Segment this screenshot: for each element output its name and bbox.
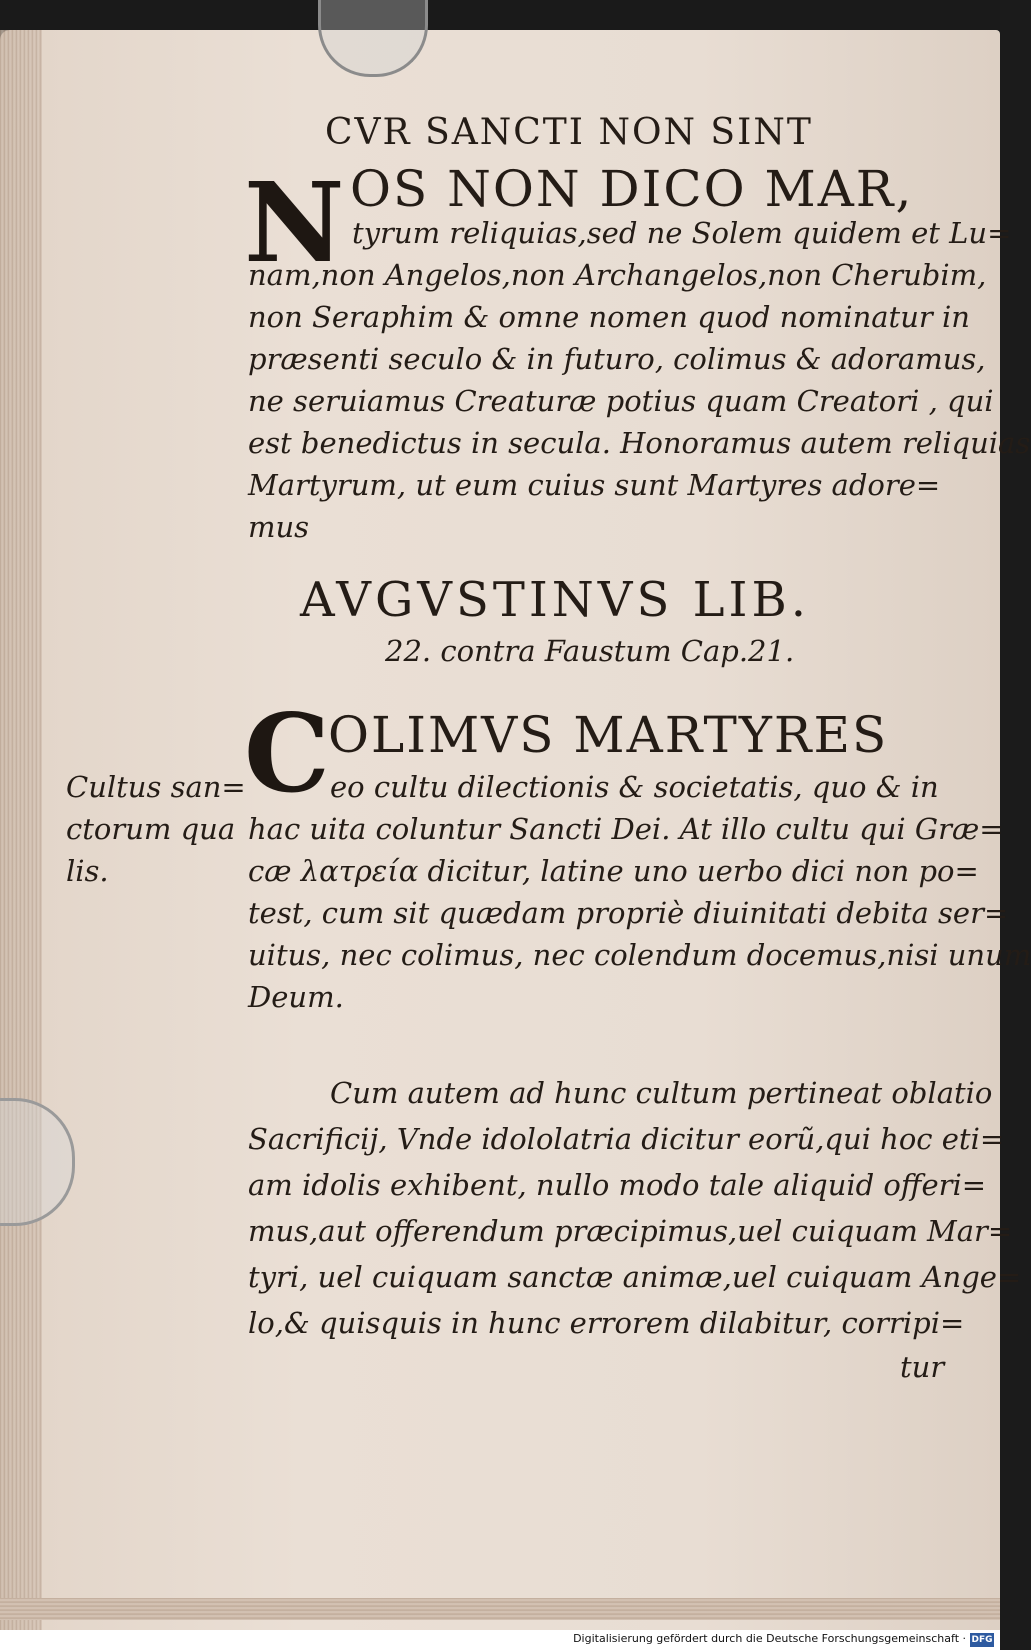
section1-line: ne seruiamus Creaturæ potius quam Creatori , qui bbox=[248, 384, 994, 418]
section3-line: am idolis exhibent, nullo modo tale aliquid offeri= bbox=[248, 1168, 987, 1202]
section3-line: Cum autem ad hunc cultum pertineat oblatio bbox=[330, 1076, 993, 1110]
section3-line: lo,& quisquis in hunc errorem dilabitur, corripi= bbox=[248, 1306, 965, 1340]
footer-credit: Digitalisierung gefördert durch die Deutsche Forschungsgemeinschaft · bbox=[573, 1632, 966, 1645]
section2-line: cæ λατρεία dicitur, latine uno uerbo dici non po= bbox=[248, 854, 979, 888]
section2-line: test, cum sit quædam propriè diuinitati debita ser= bbox=[248, 896, 1009, 930]
section2-line: eo cultu dilectionis & societatis, quo & in bbox=[330, 770, 939, 804]
page-bottom-edges bbox=[0, 1598, 1000, 1620]
catchword: tur bbox=[900, 1350, 945, 1384]
section1-heading: OS NON DICO MAR, bbox=[350, 160, 914, 218]
section1-line: tyrum reliquias,sed ne Solem quidem et Lu= bbox=[352, 216, 1012, 250]
dfg-logo: DFG bbox=[971, 1635, 993, 1645]
margin-note-line: ctorum qua bbox=[66, 812, 236, 846]
section3-line: tyri, uel cuiquam sanctæ animæ,uel cuiquam Ange= bbox=[248, 1260, 1022, 1294]
section2-line: hac uita coluntur Sancti Dei. At illo cultu qui Græ= bbox=[248, 812, 1004, 846]
section1-line: non Seraphim & omne nomen quod nominatur in bbox=[248, 300, 970, 334]
page-edges bbox=[0, 30, 42, 1630]
drop-cap-n: N bbox=[244, 158, 345, 287]
section2-line: Deum. bbox=[248, 980, 344, 1014]
margin-note-line: Cultus san= bbox=[66, 770, 246, 804]
section3-line: mus,aut offerendum præcipimus,uel cuiquam Mar= bbox=[248, 1214, 1013, 1248]
section1-line: Martyrum, ut eum cuius sunt Martyres adore= bbox=[248, 468, 941, 502]
section1-line: nam,non Angelos,non Archangelos,non Cherubim, bbox=[248, 258, 987, 292]
section1-line: præsenti seculo & in futuro, colimus & adoramus, bbox=[248, 342, 986, 376]
footer-bar bbox=[0, 1630, 1000, 1650]
section-title: AVGVSTINVS LIB. bbox=[300, 572, 810, 628]
section2-heading: OLIMVS MARTYRES bbox=[328, 706, 889, 764]
section3-line: Sacrificij, Vnde idololatria dicitur eorũ,qui hoc eti= bbox=[248, 1122, 1005, 1156]
margin-note-line: lis. bbox=[66, 854, 109, 888]
section2-line: uitus, nec colimus, nec colendum docemus,nisi unum bbox=[248, 938, 1031, 972]
section1-line: est benedictus in secula. Honoramus autem reliquias bbox=[248, 426, 1031, 460]
running-head: CVR SANCTI NON SINT bbox=[325, 112, 813, 153]
section-subtitle: 22. contra Faustum Cap.21. bbox=[385, 634, 795, 668]
section1-line: mus bbox=[248, 510, 310, 544]
drop-cap-c: C bbox=[244, 691, 330, 817]
